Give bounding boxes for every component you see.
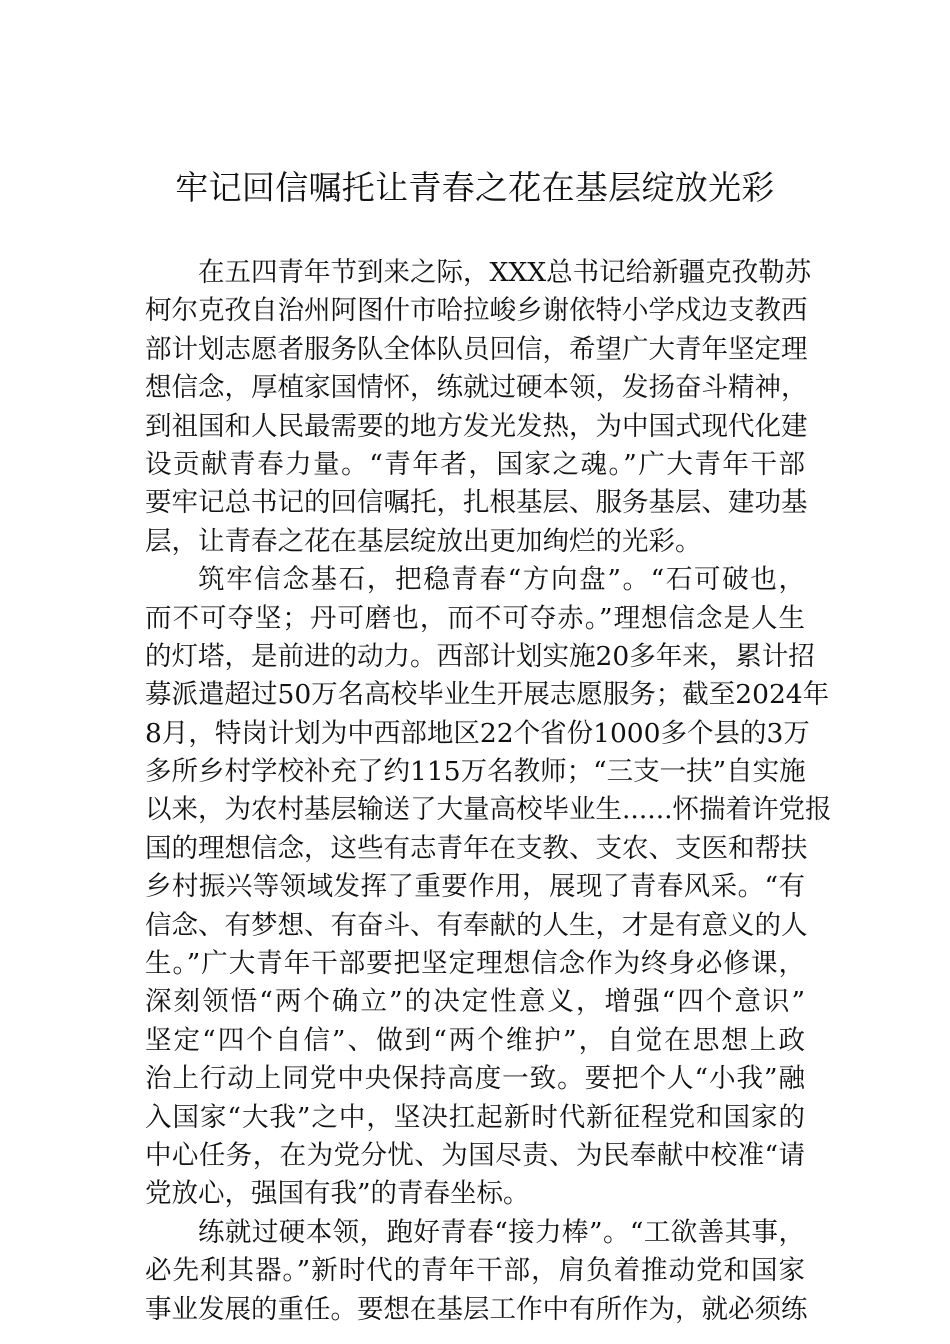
paragraph-line: 信念、有梦想、有奋斗、有奉献的人生，才是有意义的人 <box>145 909 808 941</box>
paragraph-line: 到祖国和人民最需要的地方发光发热，为中国式现代化建 <box>145 410 808 442</box>
paragraph-line: 部计划志愿者服务队全体队员回信，希望广大青年坚定理 <box>145 333 808 365</box>
paragraph-line: 入国家“大我”之中，坚决扛起新时代新征程党和国家的 <box>145 1101 805 1133</box>
paragraph-line: 必先利其器。”新时代的青年干部，肩负着推动党和国家 <box>145 1255 805 1287</box>
paragraph <box>145 254 812 561</box>
paragraph-line: 的灯塔，是前进的动力。西部计划实施20多年来，累计招 <box>145 640 815 672</box>
paragraph-line: 要牢记总书记的回信嘱托，扎根基层、服务基层、建功基 <box>145 487 808 519</box>
paragraph-line: 想信念，厚植家国情怀，练就过硬本领，发扬奋斗精神， <box>145 372 808 404</box>
paragraph-line: 8月，特岗计划为中西部地区22个省份1000多个县的3万 <box>145 717 810 749</box>
document-title: 牢记回信嘱托让青春之花在基层绽放光彩 <box>175 168 775 207</box>
paragraph <box>145 1214 808 1329</box>
paragraph-line: 事业发展的重任。要想在基层工作中有所作为，就必须练 <box>145 1293 808 1325</box>
paragraph-line: 乡村振兴等领域发挥了重要作用，展现了青春风采。“有 <box>145 871 805 903</box>
paragraph-line: 层，让青春之花在基层绽放出更加绚烂的光彩。 <box>145 525 702 557</box>
paragraph-line: 募派遣超过50万名高校毕业生开展志愿服务；截至2024年 <box>145 679 830 711</box>
paragraph-line: 设贡献青春力量。“青年者，国家之魂。”广大青年干部 <box>145 448 805 480</box>
document-body <box>145 254 832 1329</box>
paragraph <box>145 561 832 1214</box>
paragraph-line: 在五四青年节到来之际，XXX总书记给新疆克孜勒苏 <box>198 257 812 288</box>
paragraph-line: 国的理想信念，这些有志青年在支教、支农、支医和帮扶 <box>145 832 808 864</box>
paragraph-line: 中心任务，在为党分忧、为国尽责、为民奉献中校准“请 <box>145 1139 805 1171</box>
paragraph-line: 筑牢信念基石，把稳青春“方向盘”。“石可破也， <box>198 564 805 596</box>
paragraph-line: 柯尔克孜自治州阿图什市哈拉峻乡谢依特小学戍边支教西 <box>145 295 808 327</box>
paragraph-line: 多所乡村学校补充了约115万名教师；“三支一扶”自实施 <box>145 756 806 788</box>
paragraph-line: 党放心，强国有我”的青春坐标。 <box>145 1178 530 1210</box>
paragraph-line: 治上行动上同党中央保持高度一致。要把个人“小我”融 <box>145 1063 805 1095</box>
paragraph-line: 生。”广大青年干部要把坚定理想信念作为终身必修课， <box>145 948 805 980</box>
paragraph-line: 深刻领悟“两个确立”的决定性意义，增强“四个意识” <box>145 986 805 1018</box>
paragraph-line: 坚定“四个自信”、做到“两个维护”，自觉在思想上政 <box>145 1024 805 1056</box>
paragraph-line: 练就过硬本领，跑好青春“接力棒”。“工欲善其事， <box>198 1216 805 1248</box>
paragraph-line: 以来，为农村基层输送了大量高校毕业生......怀揣着许党报 <box>145 794 832 826</box>
paragraph-line: 而不可夺坚；丹可磨也，而不可夺赤。”理想信念是人生 <box>145 602 805 634</box>
